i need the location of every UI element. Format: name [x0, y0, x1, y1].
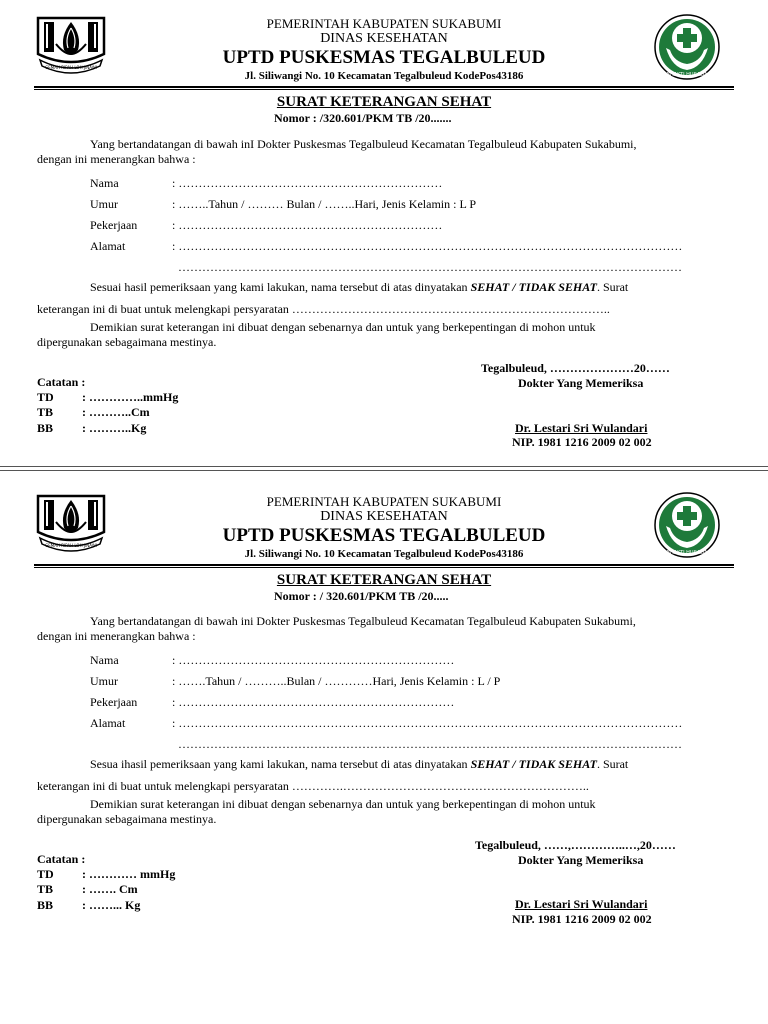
intro-text-line2: dengan ini menerangkan bahwa : — [37, 152, 196, 166]
header-rule-thick — [34, 86, 734, 88]
result-text-line2: keterangan ini di buat untuk melengkapi persyaratan ………….…………………………………………………….. — [37, 779, 589, 793]
note-bb-label: BB — [37, 898, 54, 912]
bhakti-husada-logo — [652, 12, 722, 82]
svg-text:GEMAH RIPAH LOH JINAWI: GEMAH RIPAH LOH JINAWI — [45, 543, 97, 548]
nama-field: : ………………………………………………………… — [172, 176, 443, 190]
place-date: Tegalbuleud, ……,…………..…,20…… — [475, 838, 676, 852]
note-tb-label: TB — [37, 405, 54, 419]
office-address: Jl. Siliwangi No. 10 Kecamatan Tegalbuleud KodePos43186 — [244, 548, 524, 560]
alamat-label: Alamat — [90, 239, 126, 253]
closing-text-line2: dipergunakan sebagaimana mestinya. — [37, 812, 217, 826]
header-rule-thick — [34, 564, 734, 566]
intro-text-line1: Yang bertandatangan di bawah inI Dokter Puskesmas Tegalbuleud Kecamatan Tegalbuleud Kabupaten Sukabumi, — [90, 137, 637, 151]
government-name: PEMERINTAH KABUPATEN SUKABUMI — [266, 16, 502, 31]
cut-line — [0, 466, 768, 467]
health-certificate-form-2 — [0, 478, 768, 948]
puskesmas-name: UPTD PUSKESMAS TEGALBULEUD — [222, 525, 546, 546]
svg-text:BHAKTI HUSADA: BHAKTI HUSADA — [666, 550, 708, 556]
government-name: PEMERINTAH KABUPATEN SUKABUMI — [266, 494, 502, 509]
intro-text-line2: dengan ini menerangkan bahwa : — [37, 629, 196, 643]
result-text-line2: keterangan ini di buat untuk melengkapi persyaratan …………………………………………………………………….. — [37, 302, 610, 316]
document-number: Nomor : /320.601/PKM TB /20....... — [274, 111, 452, 125]
nama-label: Nama — [90, 653, 119, 667]
umur-label: Umur — [90, 674, 118, 688]
closing-text-line1: Demikian surat keterangan ini dibuat dengan sebenarnya dan untuk yang berkepentingan di mohon untuk — [90, 320, 596, 334]
alamat-field-line2: ……………………………………………………………………………………………………………… — [178, 260, 682, 274]
header-rule-thin — [34, 89, 734, 90]
examiner-title: Dokter Yang Memeriksa — [518, 376, 644, 390]
document-number: Nomor : / 320.601/PKM TB /20..... — [274, 589, 449, 603]
alamat-field-line1: : ……………………………………………………………………………………………………………… — [172, 239, 683, 253]
umur-label: Umur — [90, 197, 118, 211]
department-name: DINAS KESEHATAN — [320, 31, 448, 46]
pekerjaan-label: Pekerjaan — [90, 695, 138, 709]
doctor-name: Dr. Lestari Sri Wulandari — [515, 421, 648, 435]
examiner-title: Dokter Yang Memeriksa — [518, 853, 644, 867]
intro-text-line1: Yang bertandatangan di bawah ini Dokter Puskesmas Tegalbuleud Kecamatan Tegalbuleud Kabupaten Sukabumi, — [90, 614, 636, 628]
result-text-line1: Sesua ihasil pemeriksaan yang kami lakukan, nama tersebut di atas dinyatakan SEHAT / TIDAK SEHAT. Surat — [90, 757, 629, 771]
notes-title: Catatan : — [37, 375, 86, 389]
alamat-field-line2: ……………………………………………………………………………………………………………… — [178, 737, 682, 751]
alamat-label: Alamat — [90, 716, 126, 730]
note-bb-label: BB — [37, 421, 54, 435]
health-status: SEHAT / TIDAK SEHAT — [470, 280, 597, 294]
puskesmas-name: UPTD PUSKESMAS TEGALBULEUD — [222, 47, 546, 68]
note-td-label: TD — [37, 390, 54, 404]
bhakti-husada-logo — [652, 490, 722, 560]
umur-field: : ……..Tahun / ……… Bulan / ……..Hari, Jenis Kelamin : L P — [172, 197, 477, 211]
document-title: SURAT KETERANGAN SEHAT — [276, 572, 492, 588]
closing-text-line2: dipergunakan sebagaimana mestinya. — [37, 335, 217, 349]
alamat-field-line1: : ……………………………………………………………………………………………………………… — [172, 716, 683, 730]
doctor-name: Dr. Lestari Sri Wulandari — [515, 897, 648, 911]
health-status: SEHAT / TIDAK SEHAT — [470, 757, 597, 771]
nama-field: : …………………………………………………………… — [172, 653, 455, 667]
pekerjaan-label: Pekerjaan — [90, 218, 138, 232]
health-certificate-form-1 — [0, 0, 768, 470]
note-td-value: : ………… mmHg — [82, 867, 176, 881]
doctor-nip: NIP. 1981 1216 2009 02 002 — [512, 435, 652, 449]
nama-label: Nama — [90, 176, 119, 190]
closing-text-line1: Demikian surat keterangan ini dibuat dengan sebenarnya dan untuk yang berkepentingan di mohon untuk — [90, 797, 596, 811]
doctor-nip: NIP. 1981 1216 2009 02 002 — [512, 912, 652, 926]
svg-text:BHAKTI HUSADA: BHAKTI HUSADA — [666, 72, 708, 78]
pekerjaan-field: : …………………………………………………………… — [172, 695, 455, 709]
pekerjaan-field: : ………………………………………………………… — [172, 218, 443, 232]
note-bb-value: : ……... Kg — [82, 898, 141, 912]
department-name: DINAS KESEHATAN — [320, 509, 448, 524]
umur-field: : …….Tahun / ………..Bulan / …………Hari, Jenis Kelamin : L / P — [172, 674, 501, 688]
document-title: SURAT KETERANGAN SEHAT — [276, 94, 492, 110]
note-tb-value: : ……. Cm — [82, 882, 138, 896]
note-tb-label: TB — [37, 882, 54, 896]
note-td-label: TD — [37, 867, 54, 881]
note-td-value: : …………..mmHg — [82, 390, 179, 404]
cut-line — [0, 470, 768, 471]
header-rule-thin — [34, 567, 734, 568]
place-date: Tegalbuleud, …………………20…… — [481, 361, 670, 375]
office-address: Jl. Siliwangi No. 10 Kecamatan Tegalbuleud KodePos43186 — [244, 70, 524, 82]
result-text-line1: Sesuai hasil pemeriksaan yang kami lakukan, nama tersebut di atas dinyatakan SEHAT / TIDAK SEHAT. Surat — [90, 280, 629, 294]
note-bb-value: : ………..Kg — [82, 421, 147, 435]
notes-title: Catatan : — [37, 852, 86, 866]
note-tb-value: : ………..Cm — [82, 405, 150, 419]
svg-text:GEMAH RIPAH LOH JINAWI: GEMAH RIPAH LOH JINAWI — [45, 65, 97, 70]
